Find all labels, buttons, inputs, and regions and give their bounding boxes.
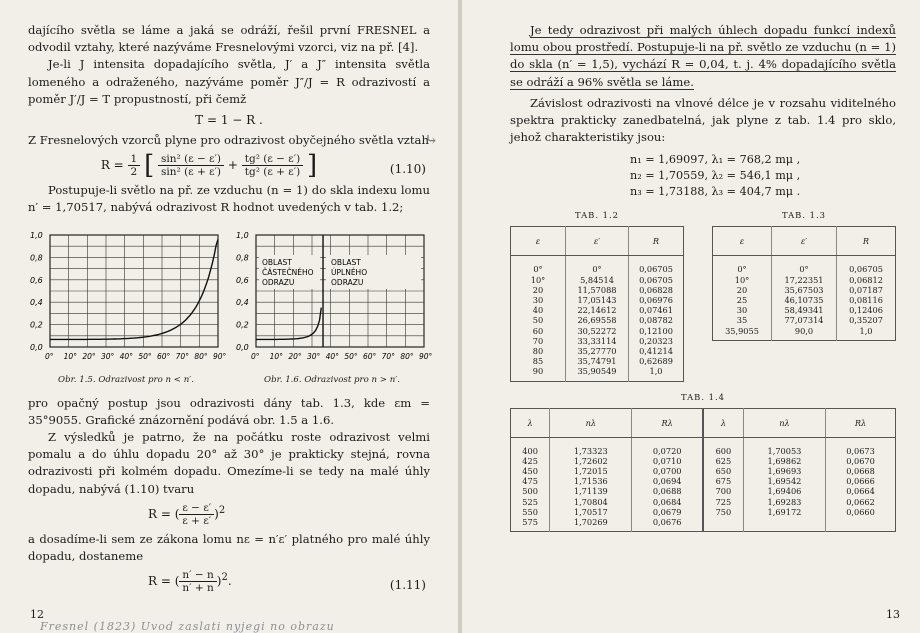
tab14-cell: 0,0660 <box>846 506 875 517</box>
tab14-cell: 0,0684 <box>652 496 682 507</box>
region-left-label: OBLAST <box>262 257 292 267</box>
tab12-cell: 0° <box>533 264 543 275</box>
region-left-label: ČÁSTEČNÉHO <box>262 267 314 277</box>
table-1-4-title: TAB. 1.4 <box>681 391 725 402</box>
tab12-cell: 0,08782 <box>639 315 673 326</box>
eq111-lhs: R = <box>148 574 171 589</box>
tab12-cell: 26,69558 <box>577 315 617 326</box>
tab14-header-1: λ <box>511 408 550 437</box>
table-1-3-title: TAB. 1.3 <box>782 210 826 221</box>
tab14-header-4: λ <box>703 408 743 437</box>
table-1-4-wrap <box>510 392 896 533</box>
tab14-cell: 700 <box>715 486 732 497</box>
figure-1-6 <box>234 225 433 395</box>
table-1-3-body <box>713 256 896 340</box>
tab12-cell: 0,06705 <box>639 274 673 285</box>
reflectance-curve <box>256 307 321 339</box>
eq111-exp: 2 <box>221 572 228 584</box>
tab13-cell: 35,9055 <box>725 325 759 336</box>
tab12-cell: 0,06705 <box>639 264 673 275</box>
x-tick-label: 50° <box>138 351 152 361</box>
table-1-3-wrap <box>712 210 896 381</box>
tab14-cell: 0,0673 <box>846 445 875 456</box>
eq110-term1 <box>158 153 224 178</box>
region-right-label: OBLAST <box>331 257 361 267</box>
tab14-cell: 1,69693 <box>767 466 802 477</box>
tab12-cell: 0,20323 <box>639 335 673 346</box>
tab12-cell: 5,84514 <box>580 274 614 285</box>
tab13-cell: 20 <box>736 284 748 295</box>
tab13-cell: 90,0 <box>794 325 814 336</box>
y-tick-label: 0,6 <box>30 275 43 285</box>
tab13-row <box>713 256 896 340</box>
tab14-cell: 600 <box>715 445 732 456</box>
eq-small-top: ε − ε′ <box>179 502 214 515</box>
table-1-4 <box>510 408 896 533</box>
x-tick-label: 80° <box>400 351 414 361</box>
tab13-column-1 <box>713 256 772 340</box>
tab12-cell: 35,74791 <box>577 356 617 367</box>
tab14-cell: 450 <box>522 466 538 477</box>
tab12-row <box>511 256 684 381</box>
x-tick-label: 50° <box>344 351 358 361</box>
tab14-cell: 0,0700 <box>652 466 682 477</box>
y-tick-label: 0,0 <box>236 342 249 352</box>
tab12-cell: 10° <box>530 274 546 285</box>
x-tick-label: 0° <box>251 351 260 361</box>
tab14-cell: 1,73323 <box>573 445 608 456</box>
tab13-header-3: R <box>837 227 896 256</box>
tab14-cell: 0,0662 <box>846 496 875 507</box>
eq110-bracket-open: [ <box>144 150 155 181</box>
eq111-bottom: n′ + n <box>182 582 214 595</box>
tab12-cell: 22,14612 <box>577 305 617 316</box>
equation-t-text: T = 1 − R . <box>195 113 263 128</box>
tab12-cell: 33,33114 <box>577 335 617 346</box>
tab14-cell: 675 <box>715 476 732 487</box>
x-tick-label: 60° <box>363 351 377 361</box>
x-tick-label: 10° <box>269 351 283 361</box>
tab12-column-1 <box>511 256 566 381</box>
tab12-cell: 35,90549 <box>577 366 617 377</box>
tab14-cell: 725 <box>715 496 732 507</box>
right-paragraph-1-text: Je tedy odrazivost při malých úhlech dopadu funkcí indexů lomu obou prostředí. Postupuje-li na př. světlo ze vzduchu (n = 1) do skla (n′ = 1,5), vychází R = 0,04, t. j. 4% dopadajícího světla se odráží a 96% světla se láme. <box>510 23 896 89</box>
eq110-half <box>128 153 141 178</box>
left-paragraph-5: pro opačný postup jsou odrazivosti dány tab. 1.3, kde εm = 35°9055. Grafické znázornění podává obr. 1.5 a 1.6. <box>28 395 430 427</box>
y-tick-label: 1,0 <box>236 230 249 240</box>
x-tick-label: 70° <box>175 351 189 361</box>
tab14-cell: 1,69283 <box>767 496 802 507</box>
tab12-cell: 0,62689 <box>639 356 673 367</box>
tab13-cell: 0,06812 <box>849 274 883 285</box>
tab13-cell: 46,10735 <box>784 295 824 306</box>
tab13-cell: 58,49341 <box>784 305 824 316</box>
tab14-column-3 <box>632 437 703 532</box>
tab12-cell: 0,41214 <box>639 346 673 357</box>
tab12-cell: 17,05143 <box>577 295 617 306</box>
figure-1-6-plot <box>234 225 433 373</box>
tab13-cell: 35 <box>736 315 748 326</box>
tab14-cell: 0,0688 <box>652 486 682 497</box>
tab14-cell: 0,0670 <box>846 455 875 466</box>
x-tick-label: 20° <box>82 351 96 361</box>
tab14-header-2: nλ <box>550 408 632 437</box>
left-paragraph-4: Postupuje-li světlo na př. ze vzduchu (n = 1) do skla indexu lomu n′ = 1,70517, nabývá odrazivost R hodnot uvedených v tab. 1.2; <box>28 183 430 215</box>
tab13-cell: 1,0 <box>859 325 873 336</box>
y-tick-label: 0,8 <box>236 253 249 263</box>
tab14-cell: 400 <box>522 445 538 456</box>
eq110-t1-top: sin² (ε − ε′) <box>158 153 224 166</box>
tab14-cell: 625 <box>715 455 732 466</box>
eq110-bracket-close: ] <box>307 150 318 181</box>
tab14-cell: 0,0666 <box>846 476 875 487</box>
y-tick-label: 0,2 <box>30 320 43 330</box>
eq110-t2-top: tg² (ε − ε′) <box>242 153 303 166</box>
right-page <box>462 0 920 633</box>
equation-1-10 <box>0 150 430 181</box>
figure-1-6-caption: Obr. 1.6. Odrazivost pro n > n′. <box>264 374 400 385</box>
eq-small-lhs: R = <box>148 506 171 521</box>
tab12-cell: 0,06976 <box>639 295 673 306</box>
tab14-cell: 575 <box>522 517 538 528</box>
x-tick-label: 0° <box>45 351 54 361</box>
eq-small-exp: 2 <box>218 504 226 516</box>
pencil-note: Fresnel (1823) Uvod zaslati nyjegi no obrazu <box>40 620 335 633</box>
table-1-2 <box>510 226 684 381</box>
tab14-cell: 1,70517 <box>573 506 608 517</box>
figures-row <box>28 225 433 395</box>
eq111-number: (1.11) <box>389 578 426 593</box>
table-1-4-body <box>511 437 896 532</box>
tab13-cell: 0,07187 <box>849 284 883 295</box>
tab14-cell: 1,70053 <box>767 445 802 456</box>
right-paragraph-1 <box>510 22 896 91</box>
tab12-cell: 0,07461 <box>639 305 673 316</box>
y-tick-label: 0,4 <box>30 297 43 307</box>
tab12-cell: 90 <box>532 366 544 377</box>
tab12-column-3 <box>629 256 684 381</box>
region-right-label: ODRAZU <box>331 277 364 287</box>
x-tick-label: 20° <box>288 351 302 361</box>
tab12-cell: 35,27770 <box>577 346 617 357</box>
tab14-cell: 1,69172 <box>767 506 802 517</box>
tab14-cell: 525 <box>522 496 538 507</box>
x-tick-label: 90° <box>419 351 433 361</box>
left-paragraph-7: a dosadíme-li sem ze zákona lomu nε = n′ε′ platného pro malé úhly dopadu, dostaneme <box>28 531 430 564</box>
eq111-top: n′ − n <box>179 569 216 582</box>
equation-small-angles: R = ( $\frac{\varepsilon - \varepsilon'}{\varepsilon + \varepsilon'}$ )$^2$ <box>148 501 226 527</box>
tab12-header-2: ε′ <box>566 227 629 256</box>
tab12-column-2 <box>566 256 629 381</box>
tab14-cell: 1,70269 <box>573 517 608 528</box>
eq111-frac <box>179 569 216 594</box>
eq-small-bottom: ε + ε′ <box>182 514 212 527</box>
y-tick-label: 1,0 <box>30 230 43 240</box>
tab14-column-1 <box>511 437 550 532</box>
equation-1-11: R = ( $\frac{n' - n}{n' + n}$ )$^2$. (1.11) <box>148 569 426 595</box>
tab12-cell: 30 <box>532 295 544 306</box>
tab14-cell: 1,69862 <box>767 455 802 466</box>
eq-small-frac <box>179 502 214 527</box>
tab13-cell: 17,22351 <box>784 274 824 285</box>
tab13-column-3 <box>837 256 896 340</box>
tab12-cell: 70 <box>532 335 544 346</box>
figure-1-5 <box>28 225 227 395</box>
region-left-label: ODRAZU <box>262 277 295 287</box>
tab14-cell: 0,0694 <box>652 476 682 487</box>
tab14-cell: 750 <box>715 506 732 517</box>
tab14-cell: 500 <box>522 486 538 497</box>
tab13-cell: 0° <box>737 264 747 275</box>
tab14-cell: 1,69406 <box>767 486 802 497</box>
tab13-cell: 0,06705 <box>849 264 883 275</box>
eq110-half-bottom: 2 <box>130 166 138 179</box>
tab13-cell: 30 <box>736 305 748 316</box>
left-page <box>0 0 458 633</box>
tab12-cell: 11,57088 <box>577 284 617 295</box>
x-tick-label: 40° <box>325 351 339 361</box>
right-paragraph-2: Závislost odrazivosti na vlnové délce je v rozsahu viditelného spektra prakticky zanedbatelná, jak plyne z tab. 1.4 pro sklo, jehož charakteristiky jsou: <box>510 95 896 145</box>
tab14-cell: 0,0668 <box>846 466 875 477</box>
tab12-cell: 0,12100 <box>639 325 673 336</box>
tab13-header-1: ε <box>713 227 772 256</box>
tab13-cell: 0,08116 <box>849 295 883 306</box>
tab13-cell: 0,12406 <box>849 305 883 316</box>
tab13-cell: 0° <box>799 264 809 275</box>
tab14-cell: 1,72015 <box>573 466 608 477</box>
y-tick-label: 0,0 <box>30 342 43 352</box>
x-tick-label: 30° <box>101 351 115 361</box>
table-1-2-body <box>511 256 684 381</box>
tab14-cell: 1,71536 <box>573 476 608 487</box>
tab13-cell: 77,07314 <box>784 315 824 326</box>
x-tick-label: 30° <box>307 351 321 361</box>
table-1-2-title: TAB. 1.2 <box>575 210 619 221</box>
eq110-term2 <box>242 153 303 178</box>
region-right-label: ÚPLNÉHO <box>331 267 368 277</box>
tab14-cell: 475 <box>522 476 538 487</box>
eq110-lhs: R = <box>100 158 124 173</box>
table-1-2-wrap <box>510 210 684 381</box>
tab14-cell: 425 <box>522 455 538 466</box>
tab12-cell: 30,52272 <box>577 325 617 336</box>
table-1-3 <box>712 226 896 340</box>
tab13-column-2 <box>772 256 837 340</box>
figure-1-5-caption: Obr. 1.5. Odrazivost pro n < n′. <box>58 374 194 385</box>
tab13-cell: 35,67503 <box>784 284 824 295</box>
tab12-cell: 40 <box>532 305 544 316</box>
x-tick-label: 70° <box>381 351 395 361</box>
tab12-cell: 0° <box>592 264 602 275</box>
left-page-number: 12 <box>30 608 44 621</box>
tab14-row <box>511 437 896 532</box>
tab13-cell: 0,35207 <box>849 315 883 326</box>
x-tick-label: 10° <box>63 351 77 361</box>
eq110-t2-bottom: tg² (ε + ε′) <box>244 166 301 179</box>
tab14-cell: 0,0720 <box>652 445 682 456</box>
tab14-cell: 1,72602 <box>573 455 608 466</box>
tab12-cell: 0,06828 <box>639 284 673 295</box>
y-tick-label: 0,2 <box>236 320 249 330</box>
tab14-cell: 1,70804 <box>573 496 608 507</box>
tab13-cell: 25 <box>736 295 748 306</box>
tab14-header-6: Rλ <box>826 408 896 437</box>
tab14-column-4 <box>703 437 743 532</box>
tables-row <box>510 210 896 381</box>
pencil-mark-icon: ⤷ <box>424 130 438 149</box>
y-tick-label: 0,4 <box>236 297 249 307</box>
glass-characteristics <box>630 152 896 200</box>
left-paragraph-6: Z výsledků je patrno, že na počátku roste odrazivost velmi pomalu a do úhlu dopadu 20° až 30° je prakticky stejná, rovna odrazivosti při kolmém dopadu. Omezíme-li se tedy na malé úhly dopadu, nabývá (1.10) tvaru <box>28 430 430 496</box>
tab13-cell: 10° <box>734 274 750 285</box>
x-tick-label: 40° <box>119 351 133 361</box>
right-page-number: 13 <box>886 608 900 621</box>
tab12-cell: 20 <box>532 284 544 295</box>
x-tick-label: 80° <box>194 351 208 361</box>
y-tick-label: 0,6 <box>236 275 249 285</box>
tab12-cell: 85 <box>532 356 544 367</box>
eq110-number: (1.10) <box>389 162 426 177</box>
tab14-cell: 1,71139 <box>573 486 608 497</box>
tab14-header-5: nλ <box>743 408 825 437</box>
left-paragraph-1: dajícího světla se láme a jaká se odráží, řešil první FRESNEL a odvodil vztahy, které nazýváme Fresnelovými vzorci, viz na př. [4]. <box>28 23 430 55</box>
glass-line-2: n₂ = 1,70559, λ₂ = 546,1 mμ , <box>630 169 801 183</box>
left-paragraph-2: Je-li J intensita dopadajícího světla, J′ a J″ intensita světla lomeného a odraženého, nazýváme poměr J″/J = R odrazivostí a poměr J′/J = T propustností, při čemž <box>28 57 430 106</box>
tab14-header-3: Rλ <box>632 408 703 437</box>
tab12-header-3: R <box>629 227 684 256</box>
tab14-column-2 <box>550 437 632 532</box>
left-paragraph-3: Z Fresnelových vzorců plyne pro odrazivost obyčejného světla vztah <box>28 133 429 148</box>
tab14-cell: 0,0664 <box>846 486 875 497</box>
equation-t <box>28 112 430 128</box>
tab14-cell: 550 <box>522 506 538 517</box>
eq110-half-top: 1 <box>128 153 141 166</box>
tab14-cell: 650 <box>715 466 732 477</box>
tab13-header-2: ε′ <box>772 227 837 256</box>
y-tick-label: 0,8 <box>30 253 43 263</box>
x-tick-label: 90° <box>213 351 227 361</box>
eq110-t1-bottom: sin² (ε + ε′) <box>161 166 222 179</box>
glass-line-3: n₃ = 1,73188, λ₃ = 404,7 mμ . <box>630 185 801 199</box>
tab12-cell: 50 <box>532 315 544 326</box>
glass-line-1: n₁ = 1,69097, λ₁ = 768,2 mμ , <box>630 153 801 167</box>
tab12-cell: 1,0 <box>649 366 663 377</box>
tab14-column-6 <box>826 437 896 532</box>
tab14-cell: 0,0676 <box>652 517 682 528</box>
x-tick-label: 60° <box>157 351 171 361</box>
tab14-cell: 1,69542 <box>767 476 802 487</box>
tab14-cell: 0,0710 <box>652 455 682 466</box>
tab12-cell: 80 <box>532 346 544 357</box>
tab12-header-1: ε <box>511 227 566 256</box>
tab12-cell: 60 <box>532 325 544 336</box>
tab14-column-5 <box>743 437 825 532</box>
eq110-plus: + <box>227 158 238 173</box>
tab14-cell: 0,0679 <box>652 506 682 517</box>
figure-1-5-plot <box>28 225 227 373</box>
